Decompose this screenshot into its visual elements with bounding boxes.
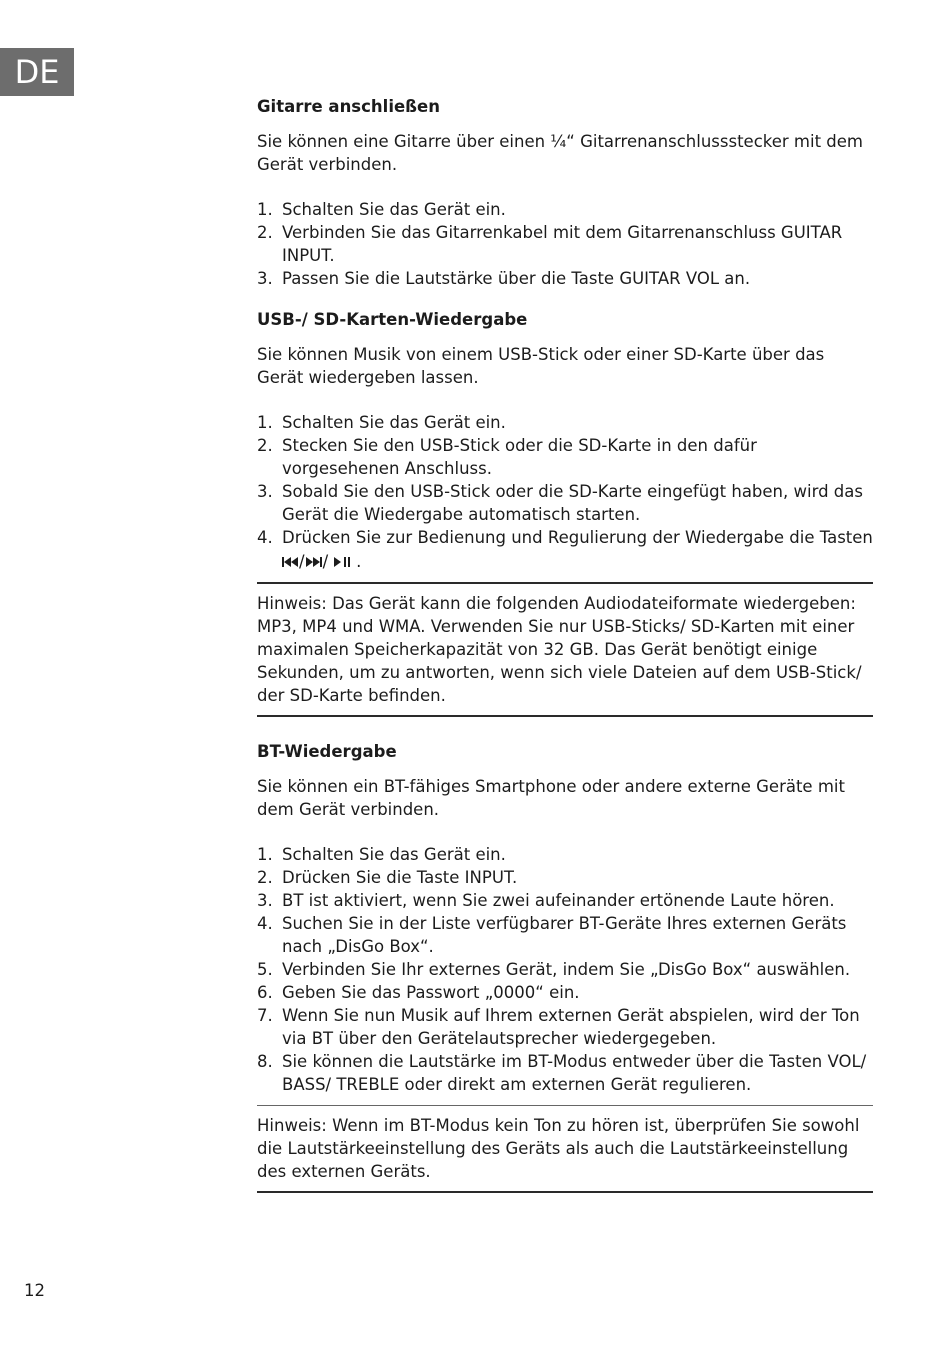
list-item <box>257 958 873 981</box>
list-item <box>257 912 873 958</box>
section-intro-guitar: Sie können eine Gitarre über einen ¼“ Gitarrenanschlussstecker mit dem Gerät verbinden. <box>257 132 863 174</box>
step-number: 1. <box>257 845 273 864</box>
list-item <box>257 889 873 912</box>
list-item <box>257 1004 873 1050</box>
note-box-usb <box>257 582 873 717</box>
controls-end: . <box>356 552 362 571</box>
page-number: 12 <box>24 1281 45 1300</box>
list-item <box>257 434 873 480</box>
list-item <box>257 1050 873 1096</box>
step-number: 7. <box>257 1006 273 1025</box>
next-track-icon <box>306 556 322 568</box>
list-item <box>257 843 873 866</box>
section-title-usb: USB-/ SD-Karten-Wiedergabe <box>257 310 528 329</box>
previous-track-icon <box>282 556 298 568</box>
step-text: Schalten Sie das Gerät ein. <box>282 413 506 432</box>
step-text: Wenn Sie nun Musik auf Ihrem externen Gerät abspielen, wird der Ton via BT über den Gerätelautsprecher wiedergegeben. <box>282 1006 860 1048</box>
page-content <box>257 94 873 1193</box>
steps-list-guitar <box>257 198 873 290</box>
step-number: 4. <box>257 914 273 933</box>
step-text: Sobald Sie den USB-Stick oder die SD-Karte eingefügt haben, wird das Gerät die Wiedergabe automatisch starten. <box>282 482 863 524</box>
step-text: Drücken Sie die Taste INPUT. <box>282 868 518 887</box>
steps-list-usb <box>257 411 873 573</box>
step-number: 6. <box>257 983 273 1002</box>
list-item <box>257 866 873 889</box>
step-number: 2. <box>257 868 273 887</box>
step-text: Geben Sie das Passwort „0000“ ein. <box>282 983 580 1002</box>
step-number: 5. <box>257 960 273 979</box>
list-item <box>257 981 873 1004</box>
step-text: Verbinden Sie Ihr externes Gerät, indem Sie „DisGo Box“ auswählen. <box>282 960 851 979</box>
step-text: Schalten Sie das Gerät ein. <box>282 845 506 864</box>
controls-separator: / <box>322 552 329 571</box>
steps-list-bt <box>257 843 873 1096</box>
step-number: 3. <box>257 269 273 288</box>
step-text: Suchen Sie in der Liste verfügbarer BT-Geräte Ihres externen Geräts nach „DisGo Box“. <box>282 914 847 956</box>
step-number: 3. <box>257 482 273 501</box>
controls-separator: / <box>299 552 305 571</box>
step-number: 2. <box>257 436 273 455</box>
list-item <box>257 198 873 221</box>
list-item <box>257 526 873 573</box>
note-box-bt <box>257 1105 873 1193</box>
step-text: Verbinden Sie das Gitarrenkabel mit dem Gitarrenanschluss GUITAR INPUT. <box>282 223 843 265</box>
step-number: 1. <box>257 200 273 219</box>
language-tab: DE <box>0 48 74 96</box>
section-intro-bt: Sie können ein BT-fähiges Smartphone oder andere externe Geräte mit dem Gerät verbinden. <box>257 777 845 819</box>
note-text-bt: Hinweis: Wenn im BT-Modus kein Ton zu hören ist, überprüfen Sie sowohl die Lautstärkeeinstellung des Geräts als auch die Lautstärkeeinstellung des externen Geräts. <box>257 1116 860 1181</box>
section-title-bt: BT-Wiedergabe <box>257 742 397 761</box>
list-item <box>257 221 873 267</box>
step-text: Schalten Sie das Gerät ein. <box>282 200 506 219</box>
note-text-usb: Hinweis: Das Gerät kann die folgenden Audiodateiformate wiedergeben: MP3, MP4 und WMA. Verwenden Sie nur USB-Sticks/ SD-Karten mit einer maximalen Speicherkapazität von 32 GB. Das Gerät benötigt einige Sekunden, um zu antworten, wenn sich viele Dateien auf dem USB-Stick/ der SD-Karte befinden. <box>257 594 862 705</box>
step-text: Sie können die Lautstärke im BT-Modus entweder über die Tasten VOL/ BASS/ TREBLE oder direkt am externen Gerät regulieren. <box>282 1052 867 1094</box>
list-item <box>257 480 873 526</box>
step-text: Drücken Sie zur Bedienung und Regulierung der Wiedergabe die Tasten <box>282 528 873 547</box>
step-text: BT ist aktiviert, wenn Sie zwei aufeinander ertönende Laute hören. <box>282 891 835 910</box>
step-number: 1. <box>257 413 273 432</box>
step-text: Stecken Sie den USB-Stick oder die SD-Karte in den dafür vorgesehenen Anschluss. <box>282 436 757 478</box>
list-item <box>257 411 873 434</box>
section-title-guitar: Gitarre anschließen <box>257 97 440 116</box>
play-pause-icon <box>334 556 351 568</box>
step-number: 3. <box>257 891 273 910</box>
playback-controls <box>282 550 361 573</box>
section-intro-usb: Sie können Musik von einem USB-Stick oder einer SD-Karte über das Gerät wiedergeben lassen. <box>257 345 825 387</box>
step-number: 4. <box>257 528 273 547</box>
step-text: Passen Sie die Lautstärke über die Taste GUITAR VOL an. <box>282 269 751 288</box>
step-number: 8. <box>257 1052 273 1071</box>
step-number: 2. <box>257 223 273 242</box>
list-item <box>257 267 873 290</box>
